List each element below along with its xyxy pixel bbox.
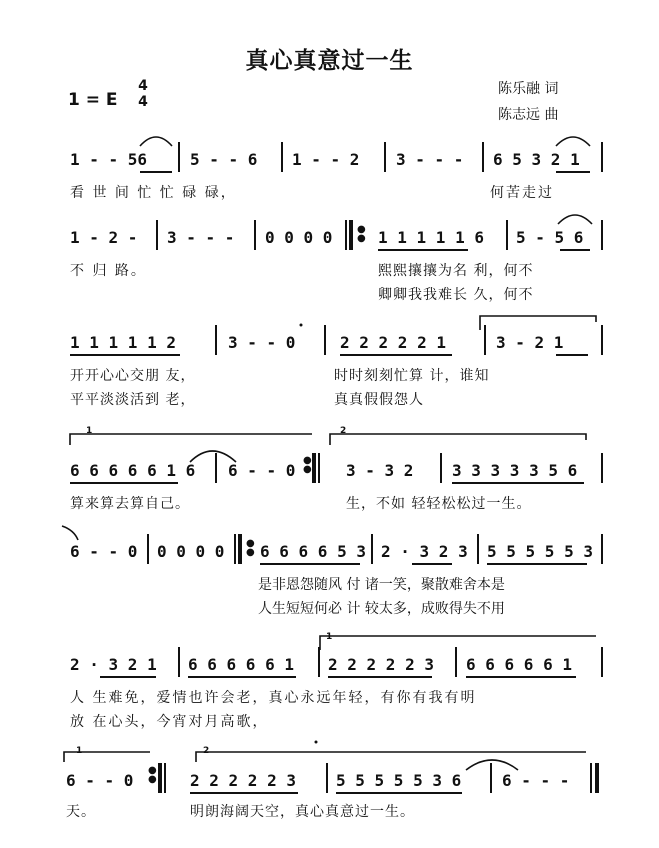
measure-notes: 5 - - 6 <box>190 150 258 169</box>
lyric-line: 算来算去算自己。 <box>70 496 190 512</box>
measure-notes: 6 6 6 6 6 1 <box>188 655 294 674</box>
measure-notes: 3 3 3 3 3 5 6 <box>452 461 578 480</box>
measure-notes: 3 - - 0 <box>228 333 296 352</box>
lyric-line: 人 生难免，爱情也许会老，真心永远年轻，有你有我有明 <box>70 690 477 706</box>
volta-number: 1 <box>86 426 93 436</box>
time-signature-bottom: 4 <box>138 94 148 110</box>
measure-notes: 6 6 6 6 6 1 <box>466 655 572 674</box>
volta-bracket <box>480 316 596 330</box>
volta-number: 1 <box>76 746 83 756</box>
lyric-line: 明朗海阔天空，真心真意过一生。 <box>190 804 415 820</box>
lyric-line: 卿卿我我难长 久，何不 <box>378 287 534 303</box>
lyric-line: 人生短短何必 计 较太多，成败得失不用 <box>258 601 505 617</box>
repeat-dots: ● ● <box>303 455 312 475</box>
measure-notes: 6 - - 0 <box>228 461 296 480</box>
measure-notes: 1 - - 2 <box>292 150 360 169</box>
time-signature-top: 4 <box>138 78 148 94</box>
measure-notes: 3 - - - <box>396 150 464 169</box>
measure-notes: 5 5 5 5 5 3 6 <box>336 771 462 790</box>
lyric-line: 熙熙攘攘为名 利，何不 <box>378 263 534 279</box>
volta-number: 2 <box>340 426 347 436</box>
tie <box>62 526 78 540</box>
repeat-dots: ● ● <box>148 765 157 785</box>
repeat-dots: ● ● <box>246 538 255 558</box>
measure-notes: 1 - - 56 <box>70 150 148 169</box>
slur <box>140 137 172 146</box>
volta-bracket <box>70 434 312 445</box>
stray-mark <box>300 324 303 327</box>
measure-notes: 2 2 2 2 2 3 <box>190 771 296 790</box>
volta-bracket <box>196 752 586 762</box>
measure-notes: 6 - - 0 <box>66 771 134 790</box>
lyric-line: 开开心心交朋 友， <box>70 368 196 384</box>
measure-notes: 6 6 6 6 5 3 <box>260 542 366 561</box>
volta-bracket <box>320 636 596 650</box>
lyric-line: 生，不如 轻轻松松过一生。 <box>346 496 532 512</box>
lyric-line: 时时刻刻忙算 计，谁知 <box>334 368 490 384</box>
measure-notes: 0 0 0 0 <box>265 228 333 247</box>
tie <box>466 760 518 770</box>
measure-notes: 2 2 2 2 2 3 <box>328 655 434 674</box>
measure-notes: 1 1 1 1 1 2 <box>70 333 176 352</box>
lyric-line: 平平淡淡活到 老， <box>70 392 196 408</box>
volta-bracket <box>330 434 586 445</box>
slur <box>558 215 592 224</box>
key-signature: 1 = E <box>68 90 118 110</box>
measure-notes: 0 0 0 0 <box>157 542 225 561</box>
volta-bracket <box>64 752 150 762</box>
measure-notes: 6 - - - <box>502 771 570 790</box>
lyricist-credit: 陈乐融 词 <box>498 81 559 97</box>
volta-number: 2 <box>203 746 210 756</box>
measure-notes: 5 5 5 5 5 3 <box>487 542 593 561</box>
slur <box>556 137 590 146</box>
measure-notes: 1 - 2 - <box>70 228 138 247</box>
lyric-line: 看 世 间 忙 忙 碌 碌， <box>70 185 237 201</box>
measure-notes: 1 1 1 1 1 6 <box>378 228 484 247</box>
lyric-line: 真真假假怨人 <box>334 392 424 408</box>
tie <box>190 451 236 462</box>
measure-notes: 6 5 3 2 1 <box>493 150 580 169</box>
lyric-line: 是非恩怨随风 付 诸一笑，聚散难舍本是 <box>258 577 505 593</box>
lyric-line: 天。 <box>66 804 96 820</box>
measure-notes: 6 - - 0 <box>70 542 138 561</box>
song-title: 真心真意过一生 <box>245 48 414 74</box>
volta-number: 1 <box>326 632 333 642</box>
lyric-line: 放 在心头，今宵对月高歌， <box>70 714 269 730</box>
lyric-line: 何苦走过 <box>490 185 554 201</box>
measure-notes: 2 · 3 2 3 <box>381 542 468 561</box>
measure-notes: 6 6 6 6 6 1 6 <box>70 461 196 480</box>
stray-mark <box>315 741 318 744</box>
measure-notes: 3 - - - <box>167 228 235 247</box>
measure-notes: 2 2 2 2 2 1 <box>340 333 446 352</box>
measure-notes: 2 · 3 2 1 <box>70 655 157 674</box>
measure-notes: 5 - 5 6 <box>516 228 584 247</box>
composer-credit: 陈志远 曲 <box>498 107 559 123</box>
lyric-line: 不 归 路。 <box>70 263 147 279</box>
measure-notes: 3 - 3 2 <box>346 461 414 480</box>
measure-notes: 3 - 2 1 <box>496 333 564 352</box>
repeat-dots: ● ● <box>357 224 366 244</box>
